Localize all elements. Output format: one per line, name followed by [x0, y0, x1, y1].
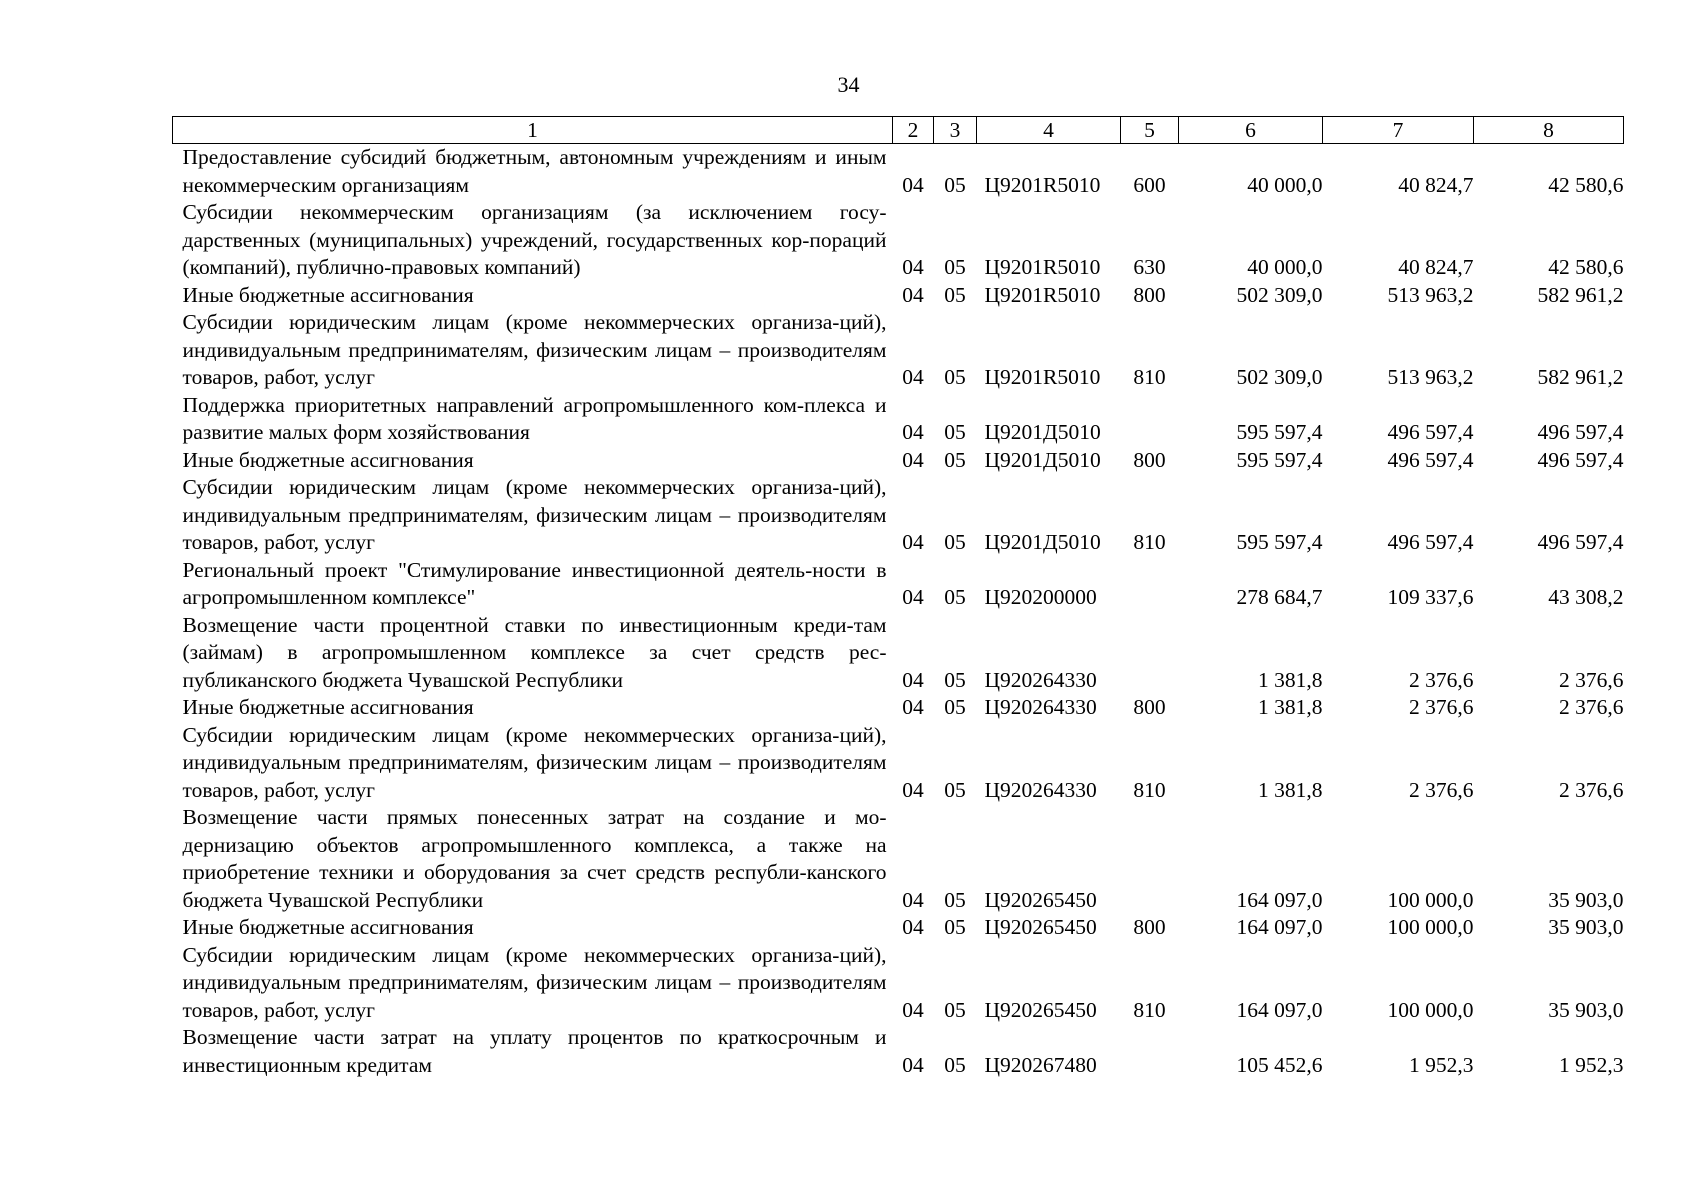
header-row — [173, 117, 1624, 144]
row-section: 04 — [902, 1052, 924, 1077]
row-subsection: 05 — [944, 915, 966, 939]
row-amount-col7: 40 824,7 — [1398, 255, 1474, 279]
row-section: 04 — [902, 915, 924, 939]
row-expense-type — [1121, 804, 1179, 914]
table-row — [173, 804, 1624, 914]
row-subsection: 05 — [944, 420, 966, 444]
row-amount-col7: 109 337,6 — [1387, 585, 1474, 609]
row-amount-col6: 595 597,4 — [1236, 530, 1323, 554]
row-amount-col8: 42 580,6 — [1548, 255, 1624, 279]
row-amount-col7: 513 963,2 — [1387, 365, 1474, 389]
col-header-2: 2 — [893, 117, 934, 144]
row-target-code: Ц920265450 — [984, 887, 1097, 912]
row-target-code: Ц9201R5010 — [984, 172, 1101, 197]
row-target-code: Ц9201Д5010 — [984, 530, 1101, 554]
row-subsection: 05 — [944, 667, 966, 692]
table-body — [173, 144, 1624, 1080]
row-expense-type: 800 — [1133, 282, 1166, 307]
row-section: 04 — [902, 420, 924, 444]
row-amount-col7: 40 824,7 — [1398, 172, 1474, 197]
row-subsection: 05 — [944, 447, 966, 472]
table-row — [173, 722, 1624, 805]
row-section: 04 — [902, 282, 924, 307]
row-name: Региональный проект "Стимулирование инвестиционной деятель-ности в агропромышленном комплексе" — [182, 557, 887, 609]
row-subsection: 05 — [944, 1052, 966, 1077]
row-subsection: 05 — [944, 585, 966, 609]
table-row — [173, 942, 1624, 1025]
row-name: Поддержка приоритетных направлений агропромышленного ком-плекса и развитие малых форм хозяйствования — [182, 392, 887, 444]
row-amount-col7: 1 952,3 — [1409, 1052, 1474, 1077]
row-section: 04 — [902, 447, 924, 472]
table-row — [173, 694, 1624, 722]
row-amount-col7: 100 000,0 — [1387, 887, 1474, 912]
row-target-code: Ц920200000 — [984, 585, 1097, 609]
table-row — [173, 199, 1624, 282]
row-amount-col8: 2 376,6 — [1559, 695, 1624, 719]
col-header-1: 1 — [173, 117, 893, 144]
col-header-8: 8 — [1474, 117, 1624, 144]
col-header-4: 4 — [977, 117, 1121, 144]
row-section: 04 — [902, 667, 924, 692]
row-amount-col6: 40 000,0 — [1247, 172, 1323, 197]
row-amount-col8: 35 903,0 — [1548, 887, 1624, 912]
row-target-code: Ц920265450 — [984, 997, 1097, 1022]
row-expense-type: 810 — [1133, 365, 1166, 389]
col-header-5: 5 — [1121, 117, 1179, 144]
row-amount-col6: 1 381,8 — [1258, 695, 1323, 719]
row-expense-type: 600 — [1133, 172, 1166, 197]
row-name: Иные бюджетные ассигнования — [182, 695, 474, 719]
table-row — [173, 144, 1624, 200]
row-amount-col8: 35 903,0 — [1548, 915, 1624, 939]
row-amount-col6: 502 309,0 — [1236, 282, 1323, 307]
row-section: 04 — [902, 997, 924, 1022]
row-amount-col7: 496 597,4 — [1387, 420, 1474, 444]
row-expense-type: 810 — [1133, 530, 1166, 554]
row-section: 04 — [902, 887, 924, 912]
row-amount-col8: 42 580,6 — [1548, 172, 1624, 197]
row-expense-type: 800 — [1133, 695, 1166, 719]
page-number: 34 — [837, 72, 860, 97]
table-row — [173, 282, 1624, 310]
table-row — [173, 392, 1624, 447]
row-amount-col7: 513 963,2 — [1387, 282, 1474, 307]
row-target-code: Ц9201Д5010 — [984, 447, 1101, 472]
row-subsection: 05 — [944, 695, 966, 719]
row-target-code: Ц920264330 — [984, 667, 1097, 692]
row-name: Субсидии юридическим лицам (кроме некоммерческих организа-ций), индивидуальным предпринимателям, физическим лицам – производителям товаров, работ, услуг — [182, 475, 887, 554]
row-expense-type: 630 — [1133, 255, 1166, 279]
table-row — [173, 557, 1624, 612]
row-name: Субсидии юридическим лицам (кроме некоммерческих организа-ций), индивидуальным предпринимателям, физическим лицам – производителям товаров, работ, услуг — [182, 722, 887, 802]
row-name: Предоставление субсидий бюджетным, автономным учреждениям и иным некоммерческим организациям — [182, 145, 887, 197]
row-section: 04 — [902, 585, 924, 609]
row-name: Возмещение части затрат на уплату процентов по краткосрочным и инвестиционным кредитам — [182, 1025, 887, 1077]
col-header-6: 6 — [1179, 117, 1323, 144]
row-amount-col8: 2 376,6 — [1559, 667, 1624, 692]
row-name: Субсидии некоммерческим организациям (за исключением госу-дарственных (муниципальных) учреждений, государственных кор-пораций (компаний), публично-правовых компаний) — [182, 200, 887, 279]
row-amount-col6: 164 097,0 — [1236, 997, 1323, 1022]
row-section: 04 — [902, 172, 924, 197]
row-expense-type — [1121, 392, 1179, 447]
row-name: Субсидии юридическим лицам (кроме некоммерческих организа-ций), индивидуальным предпринимателям, физическим лицам – производителям товаров, работ, услуг — [182, 310, 887, 389]
row-expense-type — [1121, 612, 1179, 695]
row-amount-col7: 100 000,0 — [1387, 915, 1474, 939]
row-subsection: 05 — [944, 172, 966, 197]
row-section: 04 — [902, 777, 924, 802]
budget-table — [172, 116, 1624, 1079]
row-target-code: Ц920267480 — [984, 1052, 1097, 1077]
row-amount-col6: 1 381,8 — [1258, 777, 1323, 802]
row-amount-col7: 496 597,4 — [1387, 530, 1474, 554]
row-section: 04 — [902, 255, 924, 279]
row-target-code: Ц920264330 — [984, 695, 1097, 719]
table-row — [173, 914, 1624, 942]
row-expense-type: 810 — [1133, 997, 1166, 1022]
row-name: Иные бюджетные ассигнования — [182, 447, 474, 472]
row-section: 04 — [902, 365, 924, 389]
row-expense-type: 800 — [1133, 447, 1166, 472]
row-section: 04 — [902, 695, 924, 719]
table-row — [173, 612, 1624, 695]
row-amount-col7: 2 376,6 — [1409, 667, 1474, 692]
row-target-code: Ц9201Д5010 — [984, 420, 1101, 444]
row-amount-col8: 496 597,4 — [1537, 447, 1624, 472]
row-amount-col6: 164 097,0 — [1236, 887, 1323, 912]
row-amount-col6: 105 452,6 — [1236, 1052, 1323, 1077]
row-subsection: 05 — [944, 530, 966, 554]
row-expense-type — [1121, 557, 1179, 612]
row-amount-col6: 278 684,7 — [1236, 585, 1323, 609]
row-amount-col6: 502 309,0 — [1236, 365, 1323, 389]
row-target-code: Ц9201R5010 — [984, 365, 1101, 389]
row-subsection: 05 — [944, 282, 966, 307]
row-subsection: 05 — [944, 365, 966, 389]
col-header-3: 3 — [934, 117, 977, 144]
col-header-7: 7 — [1323, 117, 1474, 144]
row-name: Возмещение части прямых понесенных затрат на создание и мо-дернизацию объектов агропромышленного комплекса, а также на приобретение техники и оборудования за счет средств республи-канского бюджета Чувашской Республики — [182, 805, 887, 912]
table-row — [173, 474, 1624, 557]
row-target-code: Ц920265450 — [984, 915, 1097, 939]
row-subsection: 05 — [944, 887, 966, 912]
row-amount-col6: 164 097,0 — [1236, 915, 1323, 939]
row-name: Иные бюджетные ассигнования — [182, 282, 474, 307]
row-amount-col8: 496 597,4 — [1537, 530, 1624, 554]
row-expense-type: 800 — [1133, 915, 1166, 939]
row-amount-col8: 1 952,3 — [1559, 1052, 1624, 1077]
row-amount-col7: 2 376,6 — [1409, 777, 1474, 802]
row-name: Субсидии юридическим лицам (кроме некоммерческих организа-ций), индивидуальным предпринимателям, физическим лицам – производителям товаров, работ, услуг — [182, 942, 887, 1022]
row-amount-col8: 43 308,2 — [1548, 585, 1624, 609]
table-row — [173, 309, 1624, 392]
row-amount-col6: 595 597,4 — [1236, 420, 1323, 444]
row-amount-col6: 40 000,0 — [1247, 255, 1323, 279]
row-target-code: Ц920264330 — [984, 777, 1097, 802]
row-amount-col8: 2 376,6 — [1559, 777, 1624, 802]
row-subsection: 05 — [944, 255, 966, 279]
row-amount-col8: 496 597,4 — [1537, 420, 1624, 444]
row-amount-col7: 2 376,6 — [1409, 695, 1474, 719]
row-name: Иные бюджетные ассигнования — [182, 915, 474, 939]
row-amount-col7: 100 000,0 — [1387, 997, 1474, 1022]
row-amount-col6: 595 597,4 — [1236, 447, 1323, 472]
row-subsection: 05 — [944, 777, 966, 802]
table-row — [173, 1024, 1624, 1079]
row-amount-col8: 582 961,2 — [1537, 365, 1624, 389]
row-target-code: Ц9201R5010 — [984, 255, 1101, 279]
row-amount-col8: 582 961,2 — [1537, 282, 1624, 307]
row-target-code: Ц9201R5010 — [984, 282, 1101, 307]
row-expense-type: 810 — [1133, 777, 1166, 802]
row-expense-type — [1121, 1024, 1179, 1079]
row-amount-col7: 496 597,4 — [1387, 447, 1474, 472]
row-amount-col6: 1 381,8 — [1258, 667, 1323, 692]
row-name: Возмещение части процентной ставки по инвестиционным креди-там (займам) в агропромышленном комплексе за счет средств рес-публиканского бюджета Чувашской Республики — [182, 612, 887, 692]
table-row — [173, 447, 1624, 475]
row-subsection: 05 — [944, 997, 966, 1022]
row-amount-col8: 35 903,0 — [1548, 997, 1624, 1022]
row-section: 04 — [902, 530, 924, 554]
